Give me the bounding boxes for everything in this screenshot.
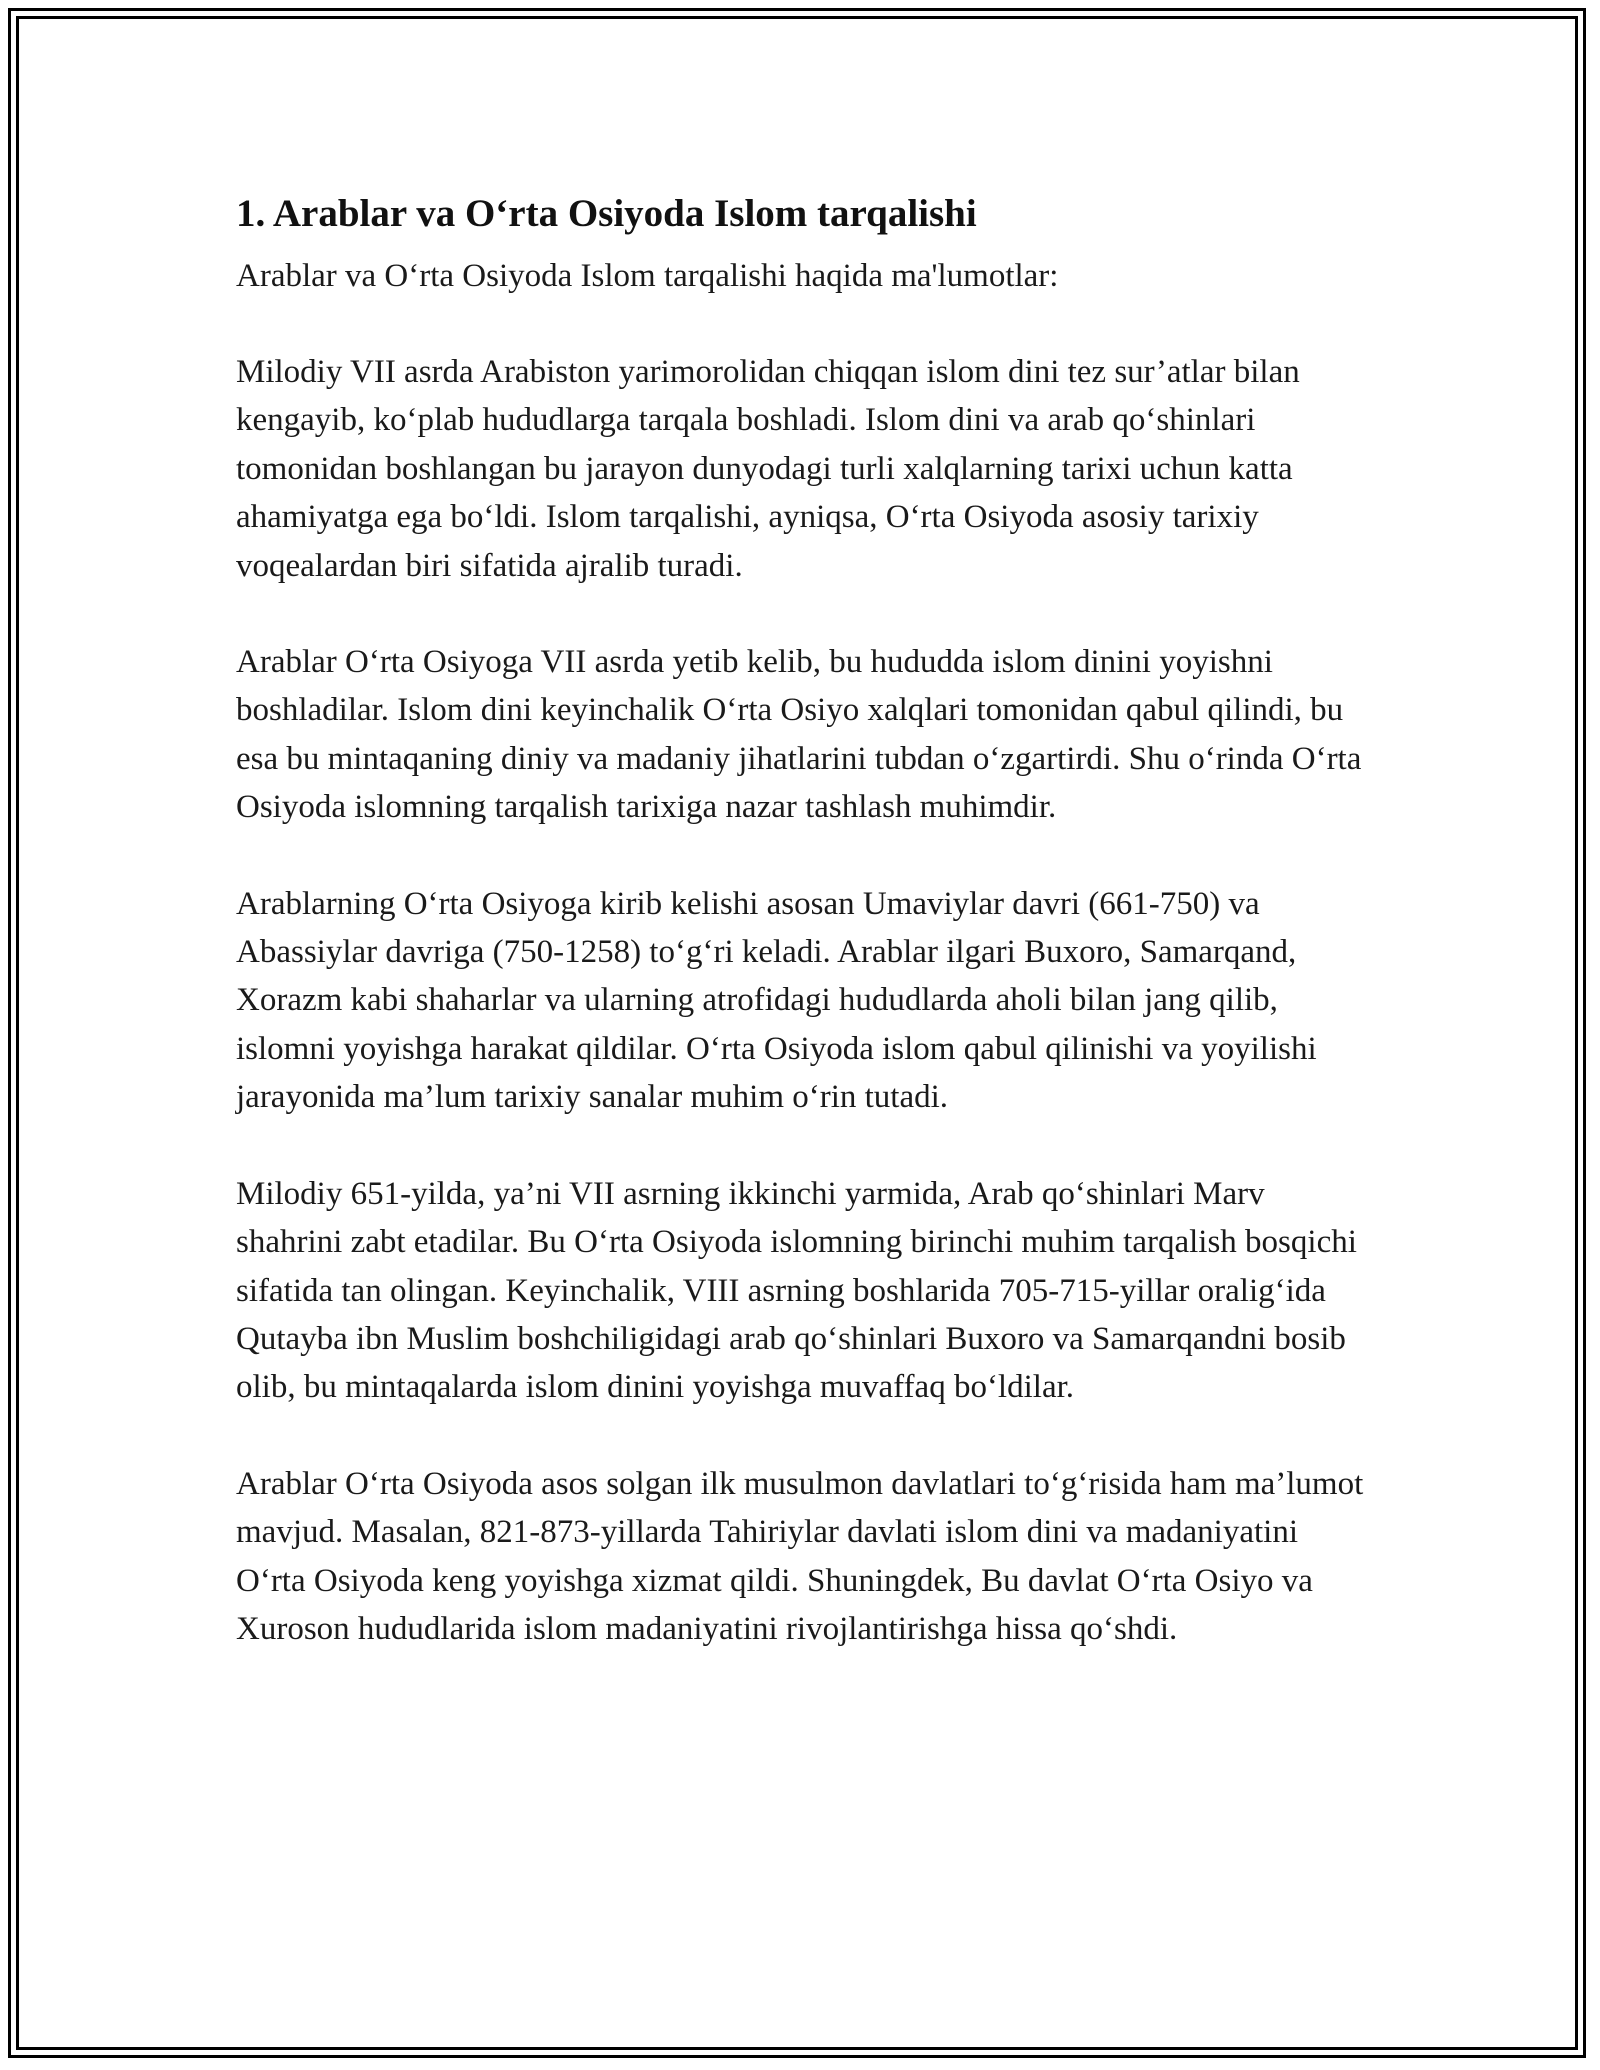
paragraph-5: Arablar O‘rta Osiyoda asos solgan ilk musulmon davlatlari to‘g‘risida ham ma’lumot mavjud. Masalan, 821-873-yillarda Tahiriylar davlati islom dini va madaniyatini O‘rta Osiyoda keng yoyishga xizmat qildi. Shuningdek, Bu davlat O‘rta Osiyo va Xuroson hududlarida islom madaniyatini rivojlantirishga hissa qo‘shdi. [236, 1465, 1364, 1647]
paragraph-3: Arablarning O‘rta Osiyoga kirib kelishi asosan Umaviylar davri (661-750) va Abassiylar davriga (750-1258) to‘g‘ri keladi. Arablar ilgari Buxoro, Samarqand, Xorazm kabi shaharlar va ularning atrofidagi hududlarda aholi bilan jang qilib, islomni yoyishga harakat qildilar. O‘rta Osiyoda islom qabul qilinishi va yoyilishi jarayonida ma’lum tarixiy sanalar muhim o‘rin tutadi. [236, 885, 1317, 1116]
paragraph-2: Arablar O‘rta Osiyoga VII asrda yetib kelib, bu hududda islom dinini yoyishni boshladilar. Islom dini keyinchalik O‘rta Osiyo xalqlari tomonidan qabul qilindi, bu esa bu mintaqaning diniy va madaniy jihatlarini tubdan o‘zgartirdi. Shu o‘rinda O‘rta Osiyoda islomning tarqalish tarixiga nazar tashlash muhimdir. [236, 644, 1362, 826]
paragraph-4: Milodiy 651-yilda, ya’ni VII asrning ikkinchi yarmida, Arab qo‘shinlari Marv shahrini zabt etadilar. Bu O‘rta Osiyoda islomning birinchi muhim tarqalish bosqichi sifatida tan olingan. Keyinchalik, VIII asrning boshlarida 705-715-yillar oralig‘ida Qutayba ibn Muslim boshchiligidagi arab qo‘shinlari Buxoro va Samarqandni bosib olib, bu mintaqalarda islom dinini yoyishga muvaffaq bo‘ldilar. [236, 1175, 1357, 1406]
document-body [236, 186, 1366, 1701]
paragraph-1: Milodiy VII asrda Arabiston yarimorolidan chiqqan islom dini tez sur’atlar bilan kengayib, ko‘plab hududlarga tarqala boshladi. Islom dini va arab qo‘shinlari tomonidan boshlangan bu jarayon dunyodagi turli xalqlarning tarixi uchun katta ahamiyatga ega bo‘ldi. Islom tarqalishi, ayniqsa, O‘rta Osiyoda asosiy tarixiy voqealardan biri sifatida ajralib turadi. [236, 354, 1300, 584]
intro-line: Arablar va O‘rta Osiyoda Islom tarqalishi haqida ma'lumotlar: [236, 258, 1059, 294]
section-heading: 1. Arablar va O‘rta Osiyoda Islom tarqalishi [236, 192, 977, 235]
